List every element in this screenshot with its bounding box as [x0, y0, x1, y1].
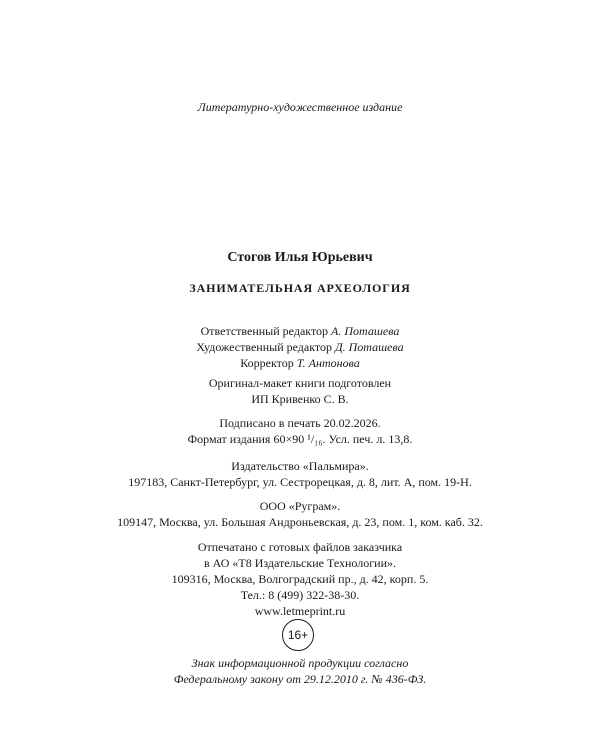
notice-line: Федеральному закону от 29.12.2010 г. № 436-ФЗ.	[173, 672, 427, 686]
staff-person: Д. Поташева	[334, 340, 404, 354]
print-info	[0, 415, 600, 447]
printer-info	[0, 539, 600, 619]
print-format: Формат издания 60×90 ¹/₁₆. Усл. печ. л. 13,8.	[187, 432, 413, 446]
author-name: Стогов Илья Юрьевич	[227, 250, 373, 265]
edition-type: Литературно-художественное издание	[197, 100, 403, 114]
ooo-address: 109147, Москва, ул. Большая Андроньевская, д. 23, пом. 1, ком. каб. 32.	[117, 515, 483, 529]
publisher-name: Издательство «Пальмира».	[231, 459, 369, 473]
publisher-address: 197183, Санкт-Петербург, ул. Сестрорецкая, д. 8, лит. А, пом. 19-Н.	[128, 475, 472, 489]
staff-line	[0, 323, 600, 339]
staff-person: А. Поташева	[331, 324, 400, 338]
book-title: ЗАНИМАТЕЛЬНАЯ АРХЕОЛОГИЯ	[189, 281, 411, 295]
printer-address: 109316, Москва, Волгоградский пр., д. 42, корп. 5.	[171, 572, 429, 586]
layout-credit	[0, 375, 600, 407]
staff-role: Художественный редактор	[196, 340, 332, 354]
layout-line: ИП Кривенко С. В.	[251, 392, 349, 406]
print-signed: Подписано в печать 20.02.2026.	[219, 416, 381, 430]
ooo-info	[0, 498, 600, 530]
age-rating-badge: 16+	[282, 619, 314, 651]
staff-role: Корректор	[240, 356, 294, 370]
staff-line	[0, 355, 600, 371]
staff-person: Т. Антонова	[296, 356, 360, 370]
layout-line: Оригинал-макет книги подготовлен	[208, 376, 392, 390]
printer-website: www.letmeprint.ru	[254, 604, 346, 618]
printer-line: Отпечатано с готовых файлов заказчика	[197, 540, 403, 554]
printer-phone: Тел.: 8 (499) 322-38-30.	[240, 588, 360, 602]
staff-role: Ответственный редактор	[200, 324, 329, 338]
notice-line: Знак информационной продукции согласно	[191, 656, 409, 670]
publisher-info	[0, 458, 600, 490]
ooo-name: ООО «Руграм».	[259, 499, 341, 513]
staff-line	[0, 339, 600, 355]
staff-credits	[0, 323, 600, 371]
printer-line: в АО «Т8 Издательские Технологии».	[203, 556, 397, 570]
info-product-notice	[0, 655, 600, 687]
